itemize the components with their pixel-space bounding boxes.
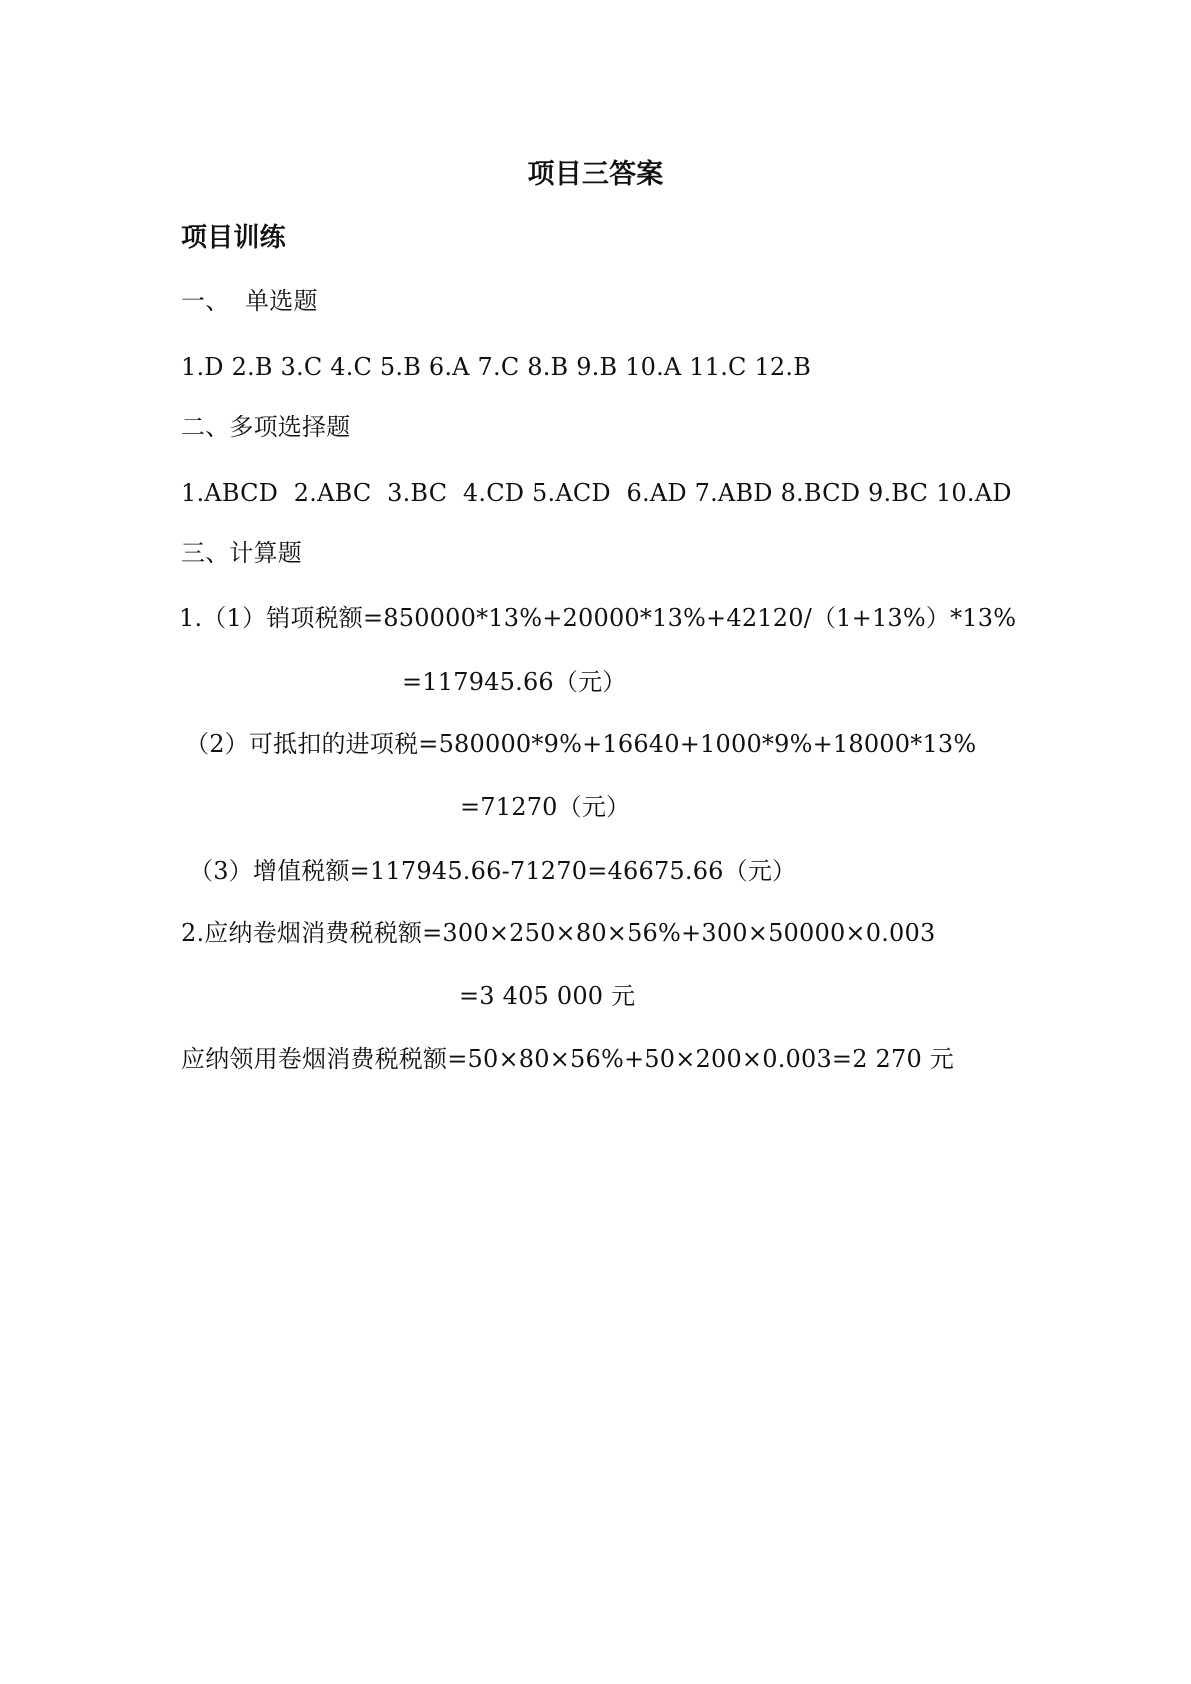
section-title: 项目训练: [181, 223, 286, 253]
question2-consumption-tax-result: =3 405 000 元: [459, 982, 636, 1010]
document-title: 项目三答案: [527, 159, 664, 190]
calculation-heading: 三、计算题: [181, 539, 302, 567]
question1-input-tax-result: =71270（元）: [460, 793, 631, 821]
question1-output-tax-result: =117945.66（元）: [402, 668, 627, 696]
question1-input-tax: （2）可抵扣的进项税=580000*9%+16640+1000*9%+18000*13%: [185, 730, 977, 758]
multiple-choice-answers: 1.ABCD 2.ABC 3.BC 4.CD 5.ACD 6.AD 7.ABD 8.BCD 9.BC 10.AD: [181, 479, 1012, 507]
single-choice-heading: 一、 单选题: [181, 287, 318, 315]
question2-consumption-tax: 2.应纳卷烟消费税税额=300×250×80×56%+300×50000×0.003: [181, 919, 936, 947]
question1-output-tax: 1.（1）销项税额=850000*13%+20000*13%+42120/（1+13%）*13%: [179, 604, 1017, 632]
question1-vat-amount: （3）增值税额=117945.66-71270=46675.66（元）: [189, 857, 797, 885]
multiple-choice-heading: 二、多项选择题: [181, 413, 351, 441]
single-choice-answers: 1.D 2.B 3.C 4.C 5.B 6.A 7.C 8.B 9.B 10.A 11.C 12.B: [181, 353, 812, 381]
question2-used-cigarette-tax: 应纳领用卷烟消费税税额=50×80×56%+50×200×0.003=2 270 元: [181, 1045, 954, 1073]
